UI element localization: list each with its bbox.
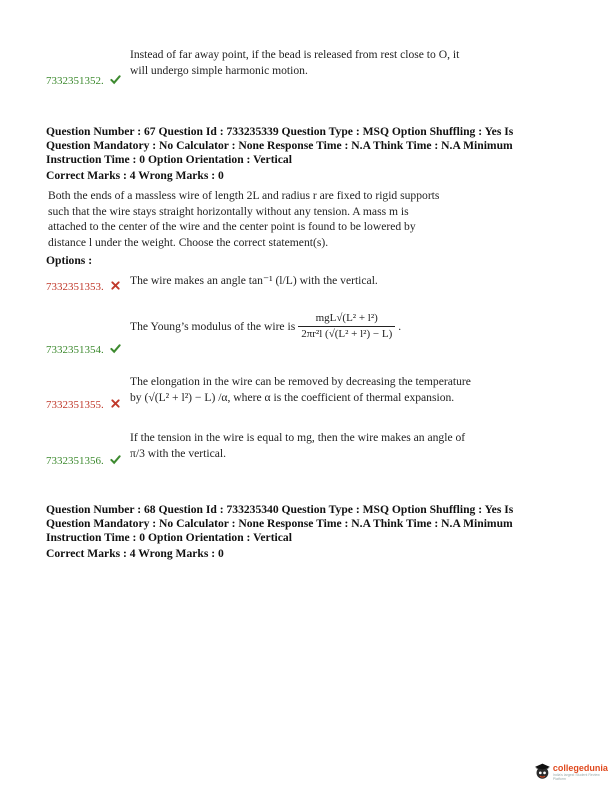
cross-icon — [110, 398, 121, 409]
logo-tagline: India's largest Student Review Platform — [552, 773, 600, 781]
fraction-numerator: mgL√(L² + l²) — [298, 312, 395, 327]
option-text-1: The wire makes an angle tan⁻¹ (l/L) with the vertical. — [130, 274, 378, 287]
option-id-2-text: 7332351354. — [46, 344, 104, 356]
q67-stem-line3: attached to the center of the wire and the center point is found to be lowered by — [48, 220, 416, 233]
mascot-icon — [534, 763, 551, 781]
q67-marks: Correct Marks : 4 Wrong Marks : 0 — [46, 169, 224, 182]
q67-stem — [48, 188, 518, 250]
check-icon — [110, 454, 121, 465]
q67-stem-line4: distance l under the weight. Choose the correct statement(s). — [48, 235, 329, 249]
check-icon — [110, 74, 121, 85]
q68-header-line3: Instruction Time : 0 Option Orientation : Vertical — [46, 531, 292, 544]
option-text-2 — [130, 312, 550, 341]
prev-option-text — [130, 47, 550, 78]
q68-header-line1: Question Number : 68 Question Id : 733235340 Question Type : MSQ Option Shuffling : Yes Is — [46, 503, 514, 516]
cross-icon — [110, 280, 121, 291]
option-id-4 — [46, 454, 121, 467]
option-text-3 — [130, 374, 550, 405]
option-id-1 — [46, 280, 121, 293]
prev-option-line2: will undergo simple harmonic motion. — [130, 63, 308, 77]
prev-option-id — [46, 74, 121, 87]
option-4-line1: If the tension in the wire is equal to mg, then the wire makes an angle of — [130, 431, 466, 444]
q68-header — [46, 503, 566, 545]
option-id-2 — [46, 343, 121, 356]
q67-header-line2: Question Mandatory : No Calculator : None Response Time : N.A Think Time : N.A Minimum — [46, 139, 513, 152]
logo-brand: collegedunia — [552, 763, 608, 773]
q68-marks: Correct Marks : 4 Wrong Marks : 0 — [46, 547, 224, 560]
fraction-denominator: 2πr²l (√(L² + l²) − L) — [301, 328, 393, 340]
option-id-1-text: 7332351353. — [46, 281, 104, 293]
option-2-period: . — [398, 319, 402, 333]
q67-header-line3: Instruction Time : 0 Option Orientation : Vertical — [46, 153, 292, 166]
prev-option-id-text: 7332351352. — [46, 75, 104, 87]
youngs-modulus-fraction — [298, 312, 395, 341]
q67-options-label: Options : — [46, 254, 93, 267]
option-2-prefix: The Young’s modulus of the wire is — [130, 319, 296, 333]
option-3-line1: The elongation in the wire can be removed by decreasing the temperature — [130, 375, 471, 388]
q67-stem-line2: such that the wire stays straight horizontally without any tension. A mass m is — [48, 204, 409, 218]
prev-option-line1: Instead of far away point, if the bead is released from rest close to O, it — [130, 48, 460, 61]
option-id-3 — [46, 398, 121, 411]
q67-stem-line1: Both the ends of a massless wire of length 2L and radius r are fixed to rigid supports — [48, 189, 440, 202]
option-id-3-text: 7332351355. — [46, 399, 104, 411]
q67-header — [46, 125, 566, 167]
q67-header-line1: Question Number : 67 Question Id : 733235339 Question Type : MSQ Option Shuffling : Yes Is — [46, 125, 514, 138]
option-3-line2: by (√(L² + l²) − L) /α, where α is the coefficient of thermal expansion. — [130, 390, 455, 404]
option-4-line2: π/3 with the vertical. — [130, 446, 226, 460]
q68-header-line2: Question Mandatory : No Calculator : None Response Time : N.A Think Time : N.A Minimum — [46, 517, 513, 530]
check-icon — [110, 343, 121, 354]
logo-text-block — [553, 763, 610, 781]
option-text-4 — [130, 430, 550, 461]
collegedunia-logo — [534, 763, 610, 781]
option-id-4-text: 7332351356. — [46, 455, 104, 467]
